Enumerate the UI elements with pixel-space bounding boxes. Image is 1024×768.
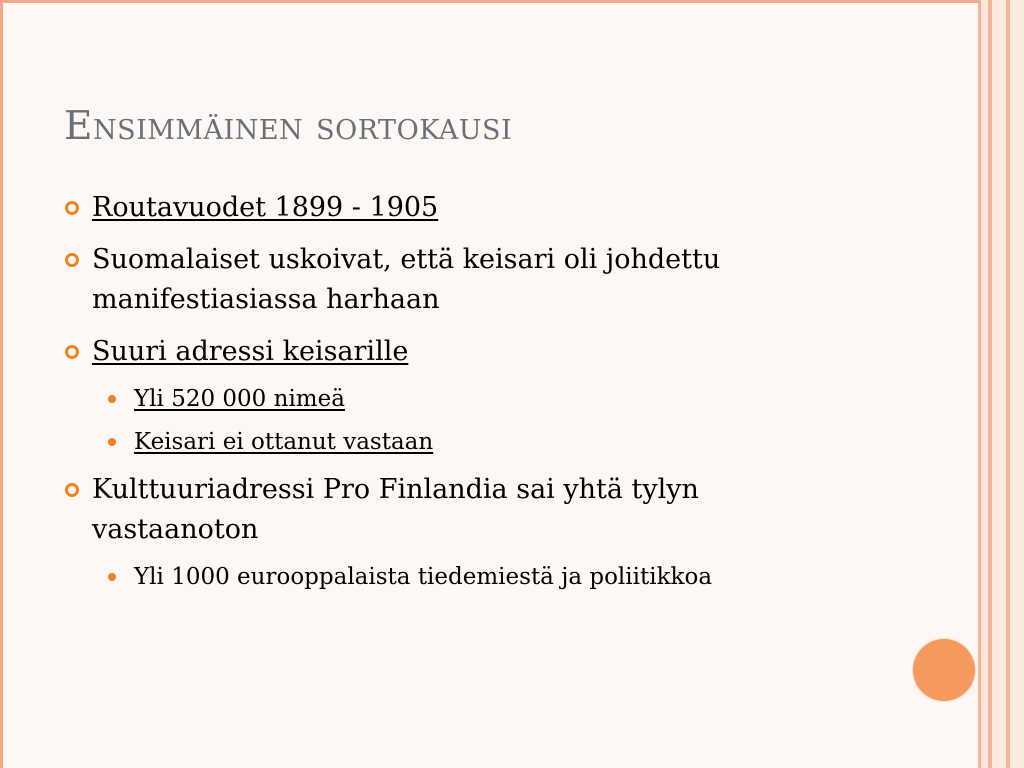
top-border <box>0 0 1024 3</box>
left-border <box>0 0 3 768</box>
bullet-item <box>64 332 844 372</box>
bullet-item <box>64 470 844 550</box>
decor-stripe <box>1010 0 1024 768</box>
sub-bullet-item <box>64 562 844 592</box>
decorative-circle <box>913 639 975 701</box>
dot-bullet-icon <box>108 438 116 446</box>
ring-bullet-icon <box>65 483 79 497</box>
bullet-text: Kulttuuriadressi Pro Finlandia sai yhtä tylyn vastaanoton <box>92 474 699 545</box>
slide-title: Ensimmäinen sortokausi <box>64 104 513 149</box>
sub-bullet-link[interactable]: Yli 520 000 nimeä <box>134 386 345 412</box>
bullet-link[interactable]: Routavuodet 1899 - 1905 <box>92 192 439 223</box>
bullet-text: Suomalaiset uskoivat, että keisari oli johdettu manifestiasiassa harhaan <box>92 244 721 315</box>
bullet-list <box>64 188 844 605</box>
ring-bullet-icon <box>65 345 79 359</box>
ring-bullet-icon <box>65 253 79 267</box>
sub-bullet-item <box>64 427 844 457</box>
decor-stripe <box>992 0 1006 768</box>
decor-stripe <box>981 0 988 768</box>
sub-bullet-text: Yli 1000 eurooppalaista tiedemiestä ja poliitikkoa <box>134 564 713 590</box>
ring-bullet-icon <box>65 201 79 215</box>
sub-bullet-item <box>64 384 844 414</box>
sub-bullet-link[interactable]: Keisari ei ottanut vastaan <box>134 429 434 455</box>
bullet-item <box>64 240 844 320</box>
dot-bullet-icon <box>108 395 116 403</box>
dot-bullet-icon <box>108 573 116 581</box>
bullet-item <box>64 188 844 228</box>
bullet-link[interactable]: Suuri adressi keisarille <box>92 336 409 367</box>
